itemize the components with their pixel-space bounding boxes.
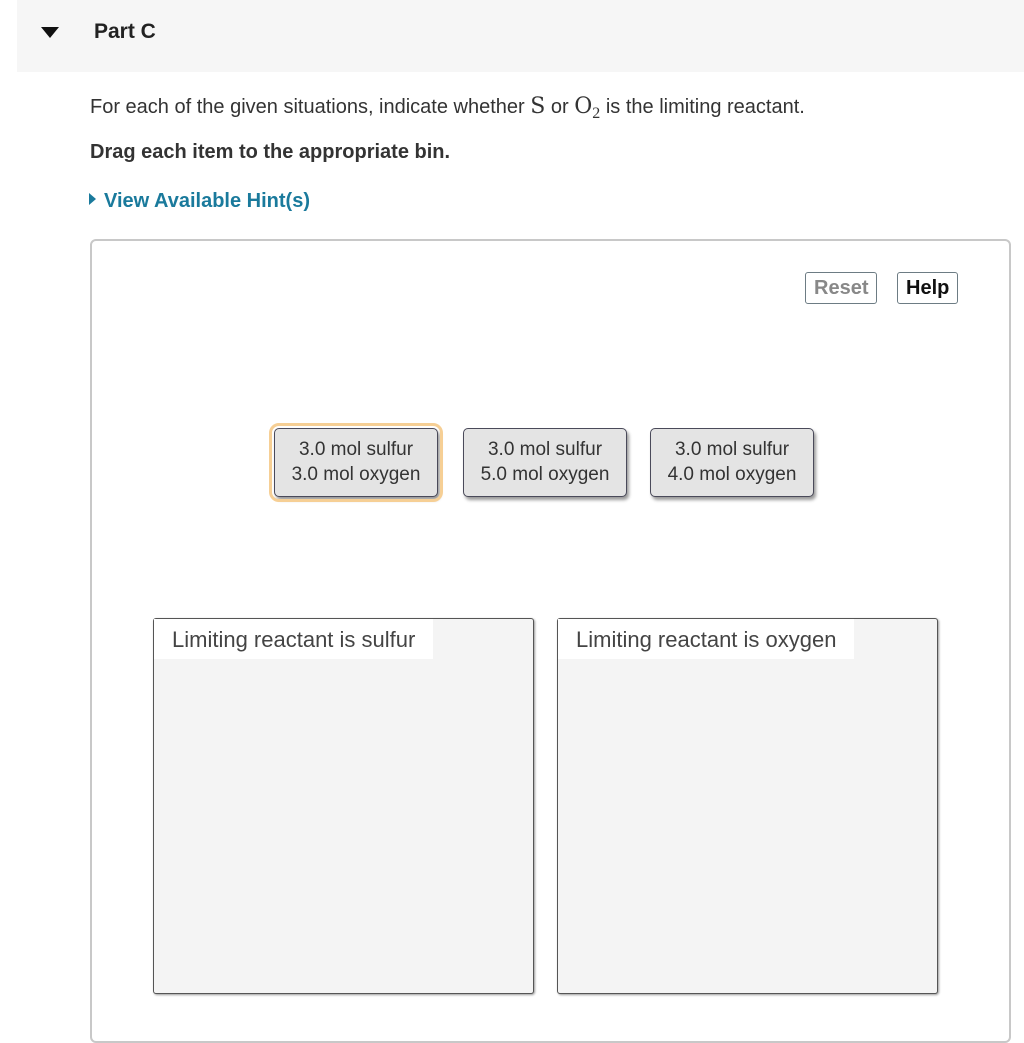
item-line: 3.0 mol oxygen xyxy=(291,464,421,485)
drag-item[interactable] xyxy=(650,428,814,497)
view-hints-link[interactable]: View Available Hint(s) xyxy=(89,190,310,213)
bin-label: Limiting reactant is sulfur xyxy=(154,619,433,659)
caret-right-icon xyxy=(89,193,96,205)
item-line: 3.0 mol sulfur xyxy=(487,439,603,460)
bin-oxygen[interactable] xyxy=(557,618,938,994)
item-line: 3.0 mol sulfur xyxy=(674,439,790,460)
instruction: Drag each item to the appropriate bin. xyxy=(90,141,451,163)
item-line: 4.0 mol oxygen xyxy=(667,464,797,485)
question-text: For each of the given situations, indicate whether S or $O_2$ is the limiting reactant. xyxy=(90,94,805,122)
drag-item[interactable] xyxy=(274,428,438,497)
item-line: 5.0 mol oxygen xyxy=(480,464,610,485)
part-title: Part C xyxy=(94,20,156,43)
bin-sulfur[interactable] xyxy=(153,618,534,994)
part-header[interactable] xyxy=(17,0,1024,72)
bin-label: Limiting reactant is oxygen xyxy=(558,619,854,659)
drag-item[interactable] xyxy=(463,428,627,497)
help-button[interactable]: Help xyxy=(897,272,958,304)
collapse-triangle-icon[interactable] xyxy=(41,27,59,38)
item-line: 3.0 mol sulfur xyxy=(298,439,414,460)
reset-button[interactable]: Reset xyxy=(805,272,877,304)
